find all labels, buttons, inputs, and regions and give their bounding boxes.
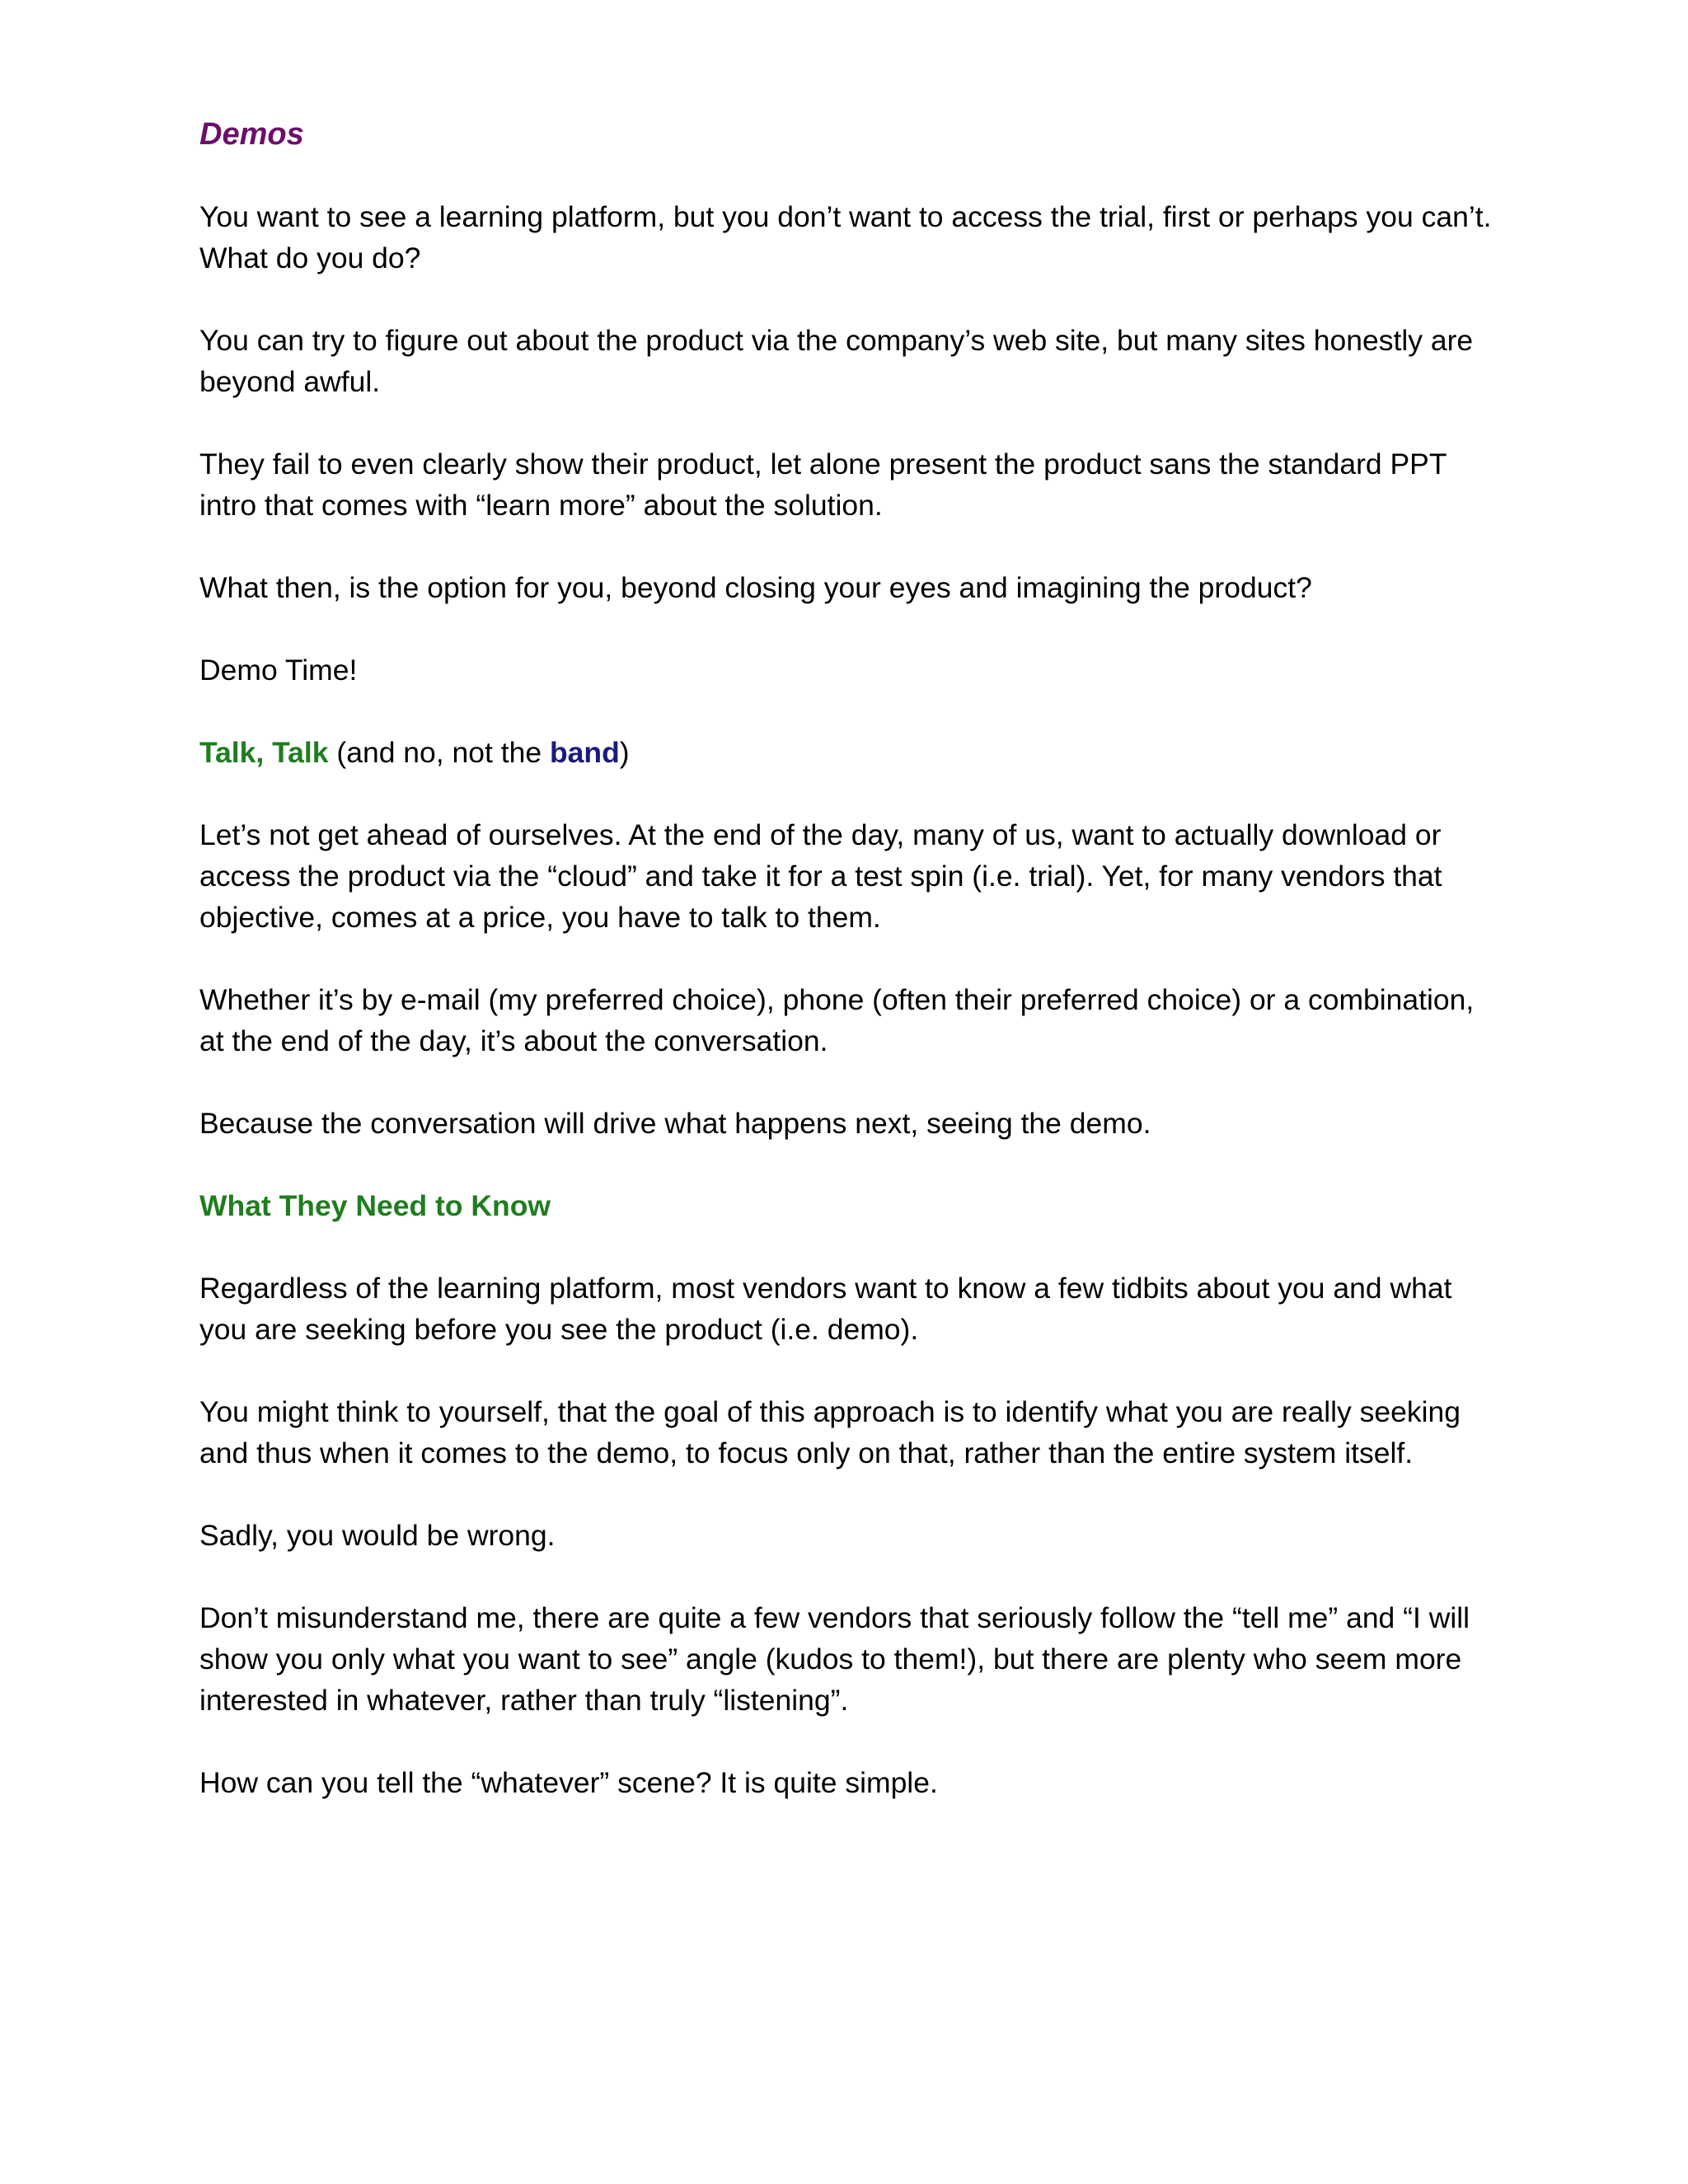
document-body xyxy=(199,114,1502,1844)
document-title: Demos xyxy=(199,117,304,152)
paragraph: Don’t misunderstand me, there are quite a few vendors that seriously follow the “tell me” and “I will show you only what you want to see” angle (kudos to them!), but there are plenty who seem more interested in whatever, rather than truly “listening”. xyxy=(199,1601,1470,1717)
section-heading-close: ) xyxy=(619,736,630,769)
paragraph: How can you tell the “whatever” scene? It is quite simple. xyxy=(199,1766,938,1799)
paragraph: Because the conversation will drive what happens next, seeing the demo. xyxy=(199,1107,1151,1140)
paragraph: They fail to even clearly show their product, let alone present the product sans the standard PPT intro that comes with “learn more” about the solution. xyxy=(199,448,1447,522)
section-heading-main: Talk, Talk xyxy=(199,736,329,769)
band-link[interactable]: band xyxy=(549,736,620,769)
section-heading-aside: (and no, not the xyxy=(328,736,550,769)
paragraph: You might think to yourself, that the goal of this approach is to identify what you are really seeking and thus when it comes to the demo, to focus only on that, rather than the entire system itself. xyxy=(199,1395,1461,1469)
paragraph: Let’s not get ahead of ourselves. At the end of the day, many of us, want to actually download or access the product via the “cloud” and take it for a test spin (i.e. trial). Yet, for many vendors that objective, comes at a price, you have to talk to them. xyxy=(199,818,1442,934)
section-heading-what-they-need: What They Need to Know xyxy=(199,1189,551,1222)
paragraph: Sadly, you would be wrong. xyxy=(199,1519,556,1552)
paragraph: Whether it’s by e-mail (my preferred choice), phone (often their preferred choice) or a combination, at the end of the day, it’s about the conversation. xyxy=(199,983,1475,1057)
paragraph: You can try to figure out about the product via the company’s web site, but many sites honestly are beyond awful. xyxy=(199,324,1474,398)
section-heading-talk-talk xyxy=(199,732,1502,773)
paragraph: What then, is the option for you, beyond closing your eyes and imagining the product? xyxy=(199,571,1312,604)
paragraph: Demo Time! xyxy=(199,654,358,687)
paragraph: Regardless of the learning platform, most vendors want to know a few tidbits about you and what you are seeking before you see the product (i.e. demo). xyxy=(199,1272,1452,1346)
paragraph: You want to see a learning platform, but you don’t want to access the trial, first or perhaps you can’t. What do you do? xyxy=(199,200,1492,274)
